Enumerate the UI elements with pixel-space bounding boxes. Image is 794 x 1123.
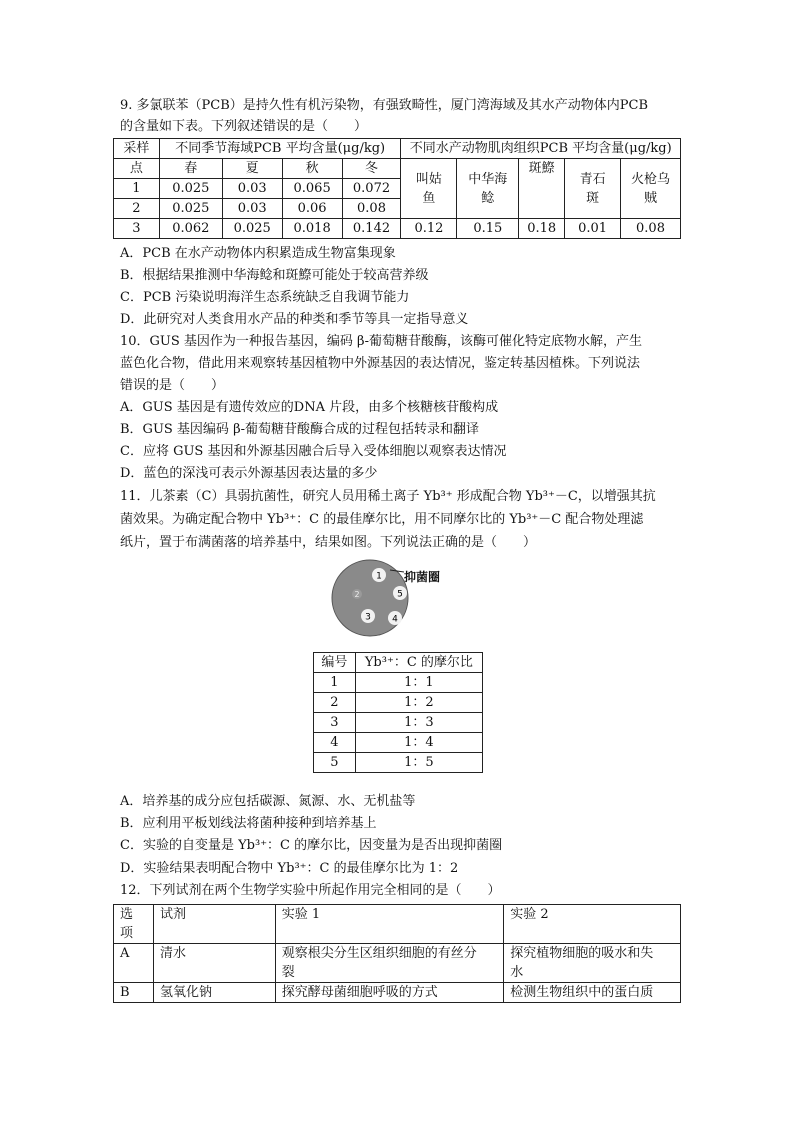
table-row bbox=[314, 693, 483, 713]
header-exp1: 实验 1 bbox=[275, 905, 504, 944]
exp2-cell: 检测生物组织中的蛋白质 bbox=[504, 983, 681, 1003]
reagent-cell: 氢氧化钠 bbox=[153, 983, 275, 1003]
option-cell: B bbox=[114, 983, 154, 1003]
ratio-cell: 1：2 bbox=[355, 693, 482, 713]
season-summer: 夏 bbox=[222, 159, 282, 179]
value-cell: 0.06 bbox=[282, 199, 342, 219]
id-cell: 3 bbox=[314, 713, 356, 733]
table-row bbox=[314, 733, 483, 753]
header-season: 不同季节海域PCB 平均含量(μg/kg) bbox=[159, 139, 401, 159]
header-site-b: 点 bbox=[114, 159, 160, 179]
q10-option-a: A．GUS 基因是有遗传效应的DNA 片段，由多个核糖核苷酸构成 bbox=[120, 400, 499, 415]
q12-reagent-table bbox=[113, 904, 681, 1003]
q11-option-c: C．实验的自变量是 Yb³⁺：C 的摩尔比，因变量为是否出现抑菌圈 bbox=[120, 838, 503, 853]
animal-3: 斑鰶 bbox=[519, 159, 565, 219]
header-site-a: 采样 bbox=[114, 139, 160, 159]
exp2-cell: 探究植物细胞的吸水和失 水 bbox=[504, 944, 681, 983]
value-cell: 0.025 bbox=[159, 179, 222, 199]
id-cell: 5 bbox=[314, 753, 356, 773]
q10-stem-line2: 蓝色化合物，借此用来观察转基因植物中外源基因的表达情况，鉴定转基因植株。下列说法 bbox=[120, 356, 641, 371]
q10-option-c: C．应将 GUS 基因和外源基因融合后导入受体细胞以观察表达情况 bbox=[120, 444, 507, 459]
q9-stem-line2: 的含量如下表。下列叙述错误的是（ ） bbox=[120, 119, 368, 134]
table-row bbox=[314, 753, 483, 773]
value-cell: 0.025 bbox=[222, 219, 282, 239]
header-ratio: Yb³⁺：C 的摩尔比 bbox=[355, 653, 482, 673]
header-id: 编号 bbox=[314, 653, 356, 673]
option-cell: A bbox=[114, 944, 154, 983]
ratio-cell: 1：3 bbox=[355, 713, 482, 733]
value-cell: 0.065 bbox=[282, 179, 342, 199]
header-option: 选 项 bbox=[114, 905, 154, 944]
header-reagent: 试剂 bbox=[153, 905, 275, 944]
svg-text:1: 1 bbox=[376, 571, 382, 582]
q11-ratio-table bbox=[313, 652, 483, 773]
ratio-cell: 1：1 bbox=[355, 673, 482, 693]
id-cell: 2 bbox=[314, 693, 356, 713]
animal-value: 0.08 bbox=[621, 219, 681, 239]
season-spring: 春 bbox=[159, 159, 222, 179]
value-cell: 0.018 bbox=[282, 219, 342, 239]
value-cell: 0.072 bbox=[342, 179, 401, 199]
disc-5 bbox=[393, 586, 407, 600]
svg-text:3: 3 bbox=[365, 612, 371, 623]
animal-1: 叫姑 鱼 bbox=[401, 159, 457, 219]
q9-pcb-table bbox=[113, 138, 681, 239]
q9-option-a: A．PCB 在水产动物体内积累造成生物富集现象 bbox=[120, 246, 396, 261]
exp1-cell: 探究酵母菌细胞呼吸的方式 bbox=[275, 983, 504, 1003]
svg-text:5: 5 bbox=[397, 589, 403, 600]
q10-stem-line3: 错误的是（ ） bbox=[120, 378, 225, 393]
site-cell: 1 bbox=[114, 179, 160, 199]
site-cell: 2 bbox=[114, 199, 160, 219]
disc-1 bbox=[372, 568, 386, 582]
q11-option-d: D．实验结果表明配合物中 Yb³⁺：C 的最佳摩尔比为 1：2 bbox=[120, 861, 459, 876]
disc-3 bbox=[361, 609, 375, 623]
header-animal: 不同水产动物肌肉组织PCB 平均含量(μg/kg) bbox=[401, 139, 681, 159]
inhibition-zone-label: 抑菌圈 bbox=[404, 570, 441, 584]
q11-option-b: B．应利用平板划线法将菌种接种到培养基上 bbox=[120, 816, 377, 831]
table-row bbox=[114, 983, 681, 1003]
animal-4: 青石 斑 bbox=[565, 159, 621, 219]
reagent-cell: 清水 bbox=[153, 944, 275, 983]
season-autumn: 秋 bbox=[282, 159, 342, 179]
petri-dish-figure bbox=[330, 558, 410, 638]
q11-stem-line1: 11．儿茶素（C）具弱抗菌性，研究人员用稀土离子 Yb³⁺ 形成配合物 Yb³⁺－C，以增强其抗 bbox=[120, 489, 656, 504]
exp1-cell: 观察根尖分生区组织细胞的有丝分 裂 bbox=[275, 944, 504, 983]
id-cell: 1 bbox=[314, 673, 356, 693]
value-cell: 0.03 bbox=[222, 199, 282, 219]
q10-option-b: B．GUS 基因编码 β-葡萄糖苷酸酶合成的过程包括转录和翻译 bbox=[120, 422, 479, 437]
q9-option-d: D．此研究对人类食用水产品的种类和季节等具一定指导意义 bbox=[120, 312, 469, 327]
animal-value: 0.12 bbox=[401, 219, 457, 239]
q11-option-a: A．培养基的成分应包括碳源、氮源、水、无机盐等 bbox=[120, 794, 416, 809]
animal-value: 0.15 bbox=[457, 219, 519, 239]
q9-option-c: C．PCB 污染说明海洋生态系统缺乏自我调节能力 bbox=[120, 290, 410, 305]
svg-text:2: 2 bbox=[354, 590, 360, 599]
q12-stem: 12．下列试剂在两个生物学实验中所起作用完全相同的是（ ） bbox=[120, 883, 501, 898]
season-winter: 冬 bbox=[342, 159, 401, 179]
disc-4 bbox=[388, 611, 402, 625]
animal-5: 火枪乌 贼 bbox=[621, 159, 681, 219]
q9-stem-line1: 9. 多氯联苯（PCB）是持久性有机污染物，有强致畸性，厦门湾海域及其水产动物体内PCB bbox=[120, 98, 649, 113]
id-cell: 4 bbox=[314, 733, 356, 753]
value-cell: 0.025 bbox=[159, 199, 222, 219]
site-cell: 3 bbox=[114, 219, 160, 239]
table-row bbox=[314, 713, 483, 733]
header-exp2: 实验 2 bbox=[504, 905, 681, 944]
q11-stem-line3: 纸片，置于布满菌落的培养基中，结果如图。下列说法正确的是（ ） bbox=[120, 535, 537, 550]
ratio-cell: 1：5 bbox=[355, 753, 482, 773]
q11-stem-line2: 菌效果。为确定配合物中 Yb³⁺：C 的最佳摩尔比，用不同摩尔比的 Yb³⁺－C 配合物处理滤 bbox=[120, 512, 644, 527]
value-cell: 0.08 bbox=[342, 199, 401, 219]
value-cell: 0.062 bbox=[159, 219, 222, 239]
q9-option-b: B．根据结果推测中华海鲶和斑鰶可能处于较高营养级 bbox=[120, 268, 429, 283]
table-row bbox=[314, 673, 483, 693]
value-cell: 0.142 bbox=[342, 219, 401, 239]
value-cell: 0.03 bbox=[222, 179, 282, 199]
disc-2 bbox=[352, 589, 362, 599]
table-row bbox=[114, 944, 681, 983]
q10-option-d: D．蓝色的深浅可表示外源基因表达量的多少 bbox=[120, 466, 378, 481]
animal-value: 0.01 bbox=[565, 219, 621, 239]
animal-value: 0.18 bbox=[519, 219, 565, 239]
table-row bbox=[114, 219, 681, 239]
animal-2: 中华海 鲶 bbox=[457, 159, 519, 219]
svg-text:4: 4 bbox=[392, 614, 398, 625]
ratio-cell: 1：4 bbox=[355, 733, 482, 753]
q10-stem-line1: 10．GUS 基因作为一种报告基因，编码 β-葡萄糖苷酸酶，该酶可催化特定底物水解，产生 bbox=[120, 334, 642, 349]
